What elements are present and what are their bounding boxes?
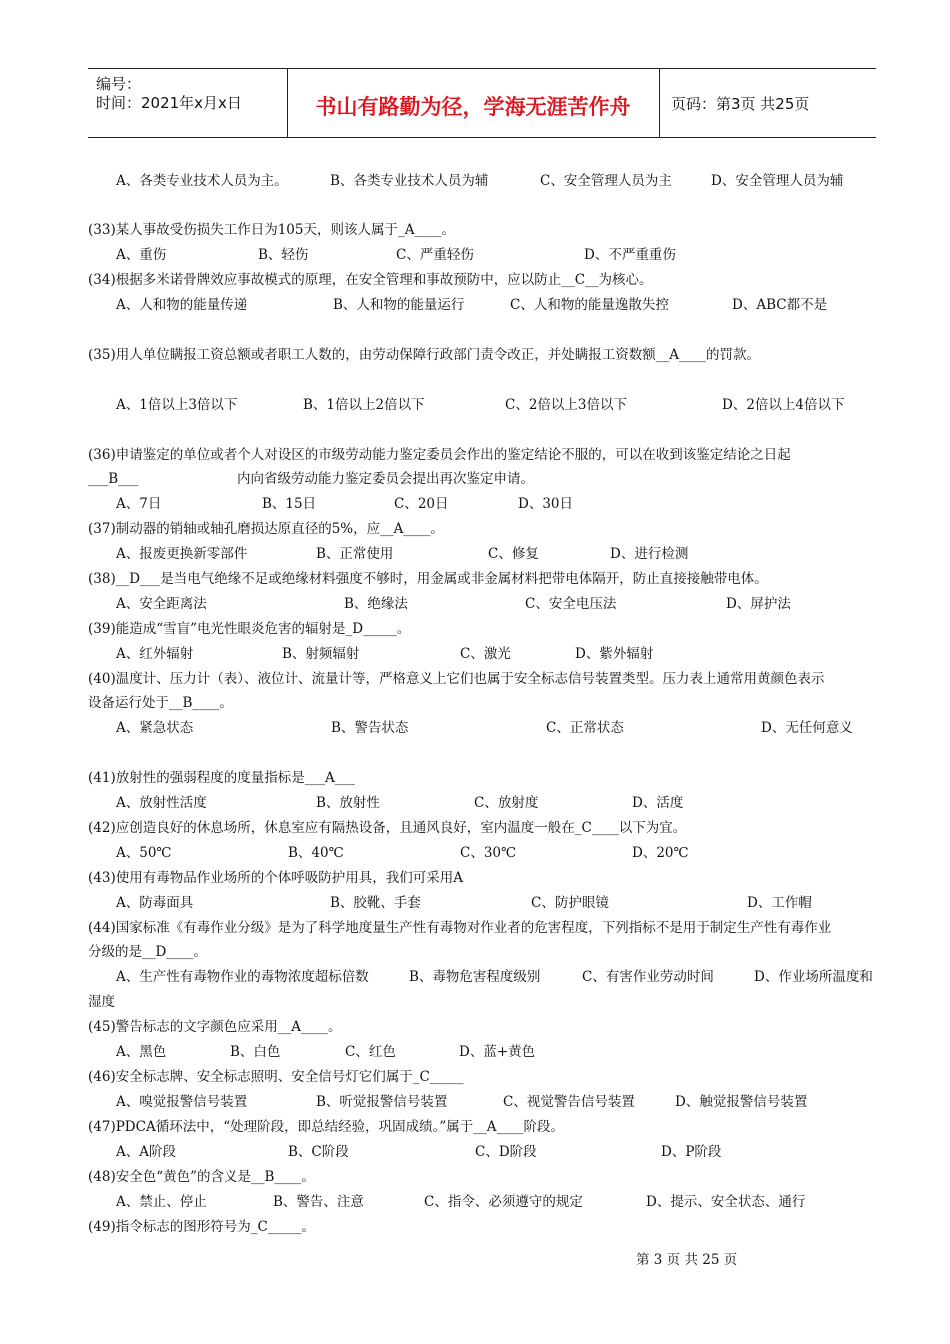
option-a: A、嗅觉报警信号装置 bbox=[116, 1094, 248, 1110]
option-c: C、红色 bbox=[345, 1044, 396, 1060]
option-b: B、射频辐射 bbox=[282, 646, 360, 662]
option-a: A、防毒面具 bbox=[116, 895, 194, 911]
option-d: D、作业场所温度和 bbox=[754, 969, 873, 985]
option-d: D、P阶段 bbox=[661, 1144, 722, 1160]
option-c: C、视觉警告信号装置 bbox=[503, 1094, 635, 1110]
option-a: A、重伤 bbox=[116, 247, 167, 263]
option-b: B、白色 bbox=[230, 1044, 281, 1060]
option-c: C、严重轻伤 bbox=[396, 247, 474, 263]
question-34: (34)根据多米诺骨牌效应事故模式的原理，在安全管理和事故预防中，应以防止__C__为核心。 bbox=[88, 272, 653, 288]
header-motto: 书山有路勤为径，学海无涯苦作舟 bbox=[315, 95, 631, 119]
option-d: D、无任何意义 bbox=[761, 720, 853, 736]
option-a: A、报废更换新零部件 bbox=[116, 546, 248, 562]
question-35: (35)用人单位瞒报工资总额或者职工人数的，由劳动保障行政部门责令改正，并处瞒报工资数额__A____的罚款。 bbox=[88, 347, 760, 363]
option-d: D、进行检测 bbox=[610, 546, 689, 562]
question-36-continued: 内向省级劳动能力鉴定委员会提出再次鉴定申请。 bbox=[237, 471, 534, 487]
option-c: C、激光 bbox=[460, 646, 511, 662]
option-c: C、D阶段 bbox=[475, 1144, 537, 1160]
question-39: (39)能造成“雪盲”电光性眼炎危害的辐射是_D_____。 bbox=[88, 621, 411, 637]
option-a: A、人和物的能量传递 bbox=[116, 297, 248, 313]
option-a: A、50℃ bbox=[116, 845, 172, 861]
question-36-blank: ___B___ bbox=[88, 471, 139, 487]
option-b: B、1倍以上2倍以下 bbox=[303, 397, 425, 413]
option-b: B、各类专业技术人员为辅 bbox=[330, 173, 489, 189]
question-49: (49)指令标志的图形符号为_C_____。 bbox=[88, 1219, 316, 1235]
question-36: (36)申请鉴定的单位或者个人对设区的市级劳动能力鉴定委员会作出的鉴定结论不服的，可以在收到该鉴定结论之日起 bbox=[88, 447, 791, 463]
option-d: D、屏护法 bbox=[726, 596, 791, 612]
option-c: C、2倍以上3倍以下 bbox=[505, 397, 628, 413]
option-b: B、毒物危害程度级别 bbox=[409, 969, 541, 985]
option-c: C、安全电压法 bbox=[525, 596, 617, 612]
option-c: C、正常状态 bbox=[546, 720, 624, 736]
question-40: (40)温度计、压力计（表）、液位计、流量计等，严格意义上它们也属于安全标志信号装置类型。压力表上通常用黄颜色表示 bbox=[88, 671, 825, 687]
option-b: B、警告状态 bbox=[331, 720, 409, 736]
option-a: A、A阶段 bbox=[116, 1144, 176, 1160]
option-b: B、放射性 bbox=[316, 795, 380, 811]
option-a: A、1倍以上3倍以下 bbox=[116, 397, 238, 413]
header-page-info: 页码：第3页 共25页 bbox=[671, 95, 810, 113]
option-b: B、胶靴、手套 bbox=[330, 895, 421, 911]
option-d: D、20℃ bbox=[632, 845, 689, 861]
option-d: D、活度 bbox=[632, 795, 684, 811]
question-44: (44)国家标准《有毒作业分级》是为了科学地度量生产性有毒物对作业者的危害程度，下列指标不是用于制定生产性有毒作业 bbox=[88, 920, 832, 936]
option-c: C、20日 bbox=[394, 496, 449, 512]
option-d: D、不严重重伤 bbox=[584, 247, 676, 263]
question-45: (45)警告标志的文字颜色应采用__A____。 bbox=[88, 1019, 342, 1035]
question-47: (47)PDCA循环法中，“处理阶段，即总结经验，巩固成绩。”属于__A____阶段。 bbox=[88, 1119, 564, 1135]
question-43: (43)使用有毒物品作业场所的个体呼吸防护用具，我们可采用A bbox=[88, 870, 463, 886]
option-b: B、人和物的能量运行 bbox=[333, 297, 465, 313]
option-d: D、ABC都不是 bbox=[732, 297, 828, 313]
question-46: (46)安全标志牌、安全标志照明、安全信号灯它们属于_C_____ bbox=[88, 1069, 464, 1085]
option-a: A、紧急状态 bbox=[116, 720, 194, 736]
option-b: B、正常使用 bbox=[316, 546, 394, 562]
option-b: B、警告、注意 bbox=[273, 1194, 364, 1210]
option-c: C、人和物的能量逸散失控 bbox=[510, 297, 669, 313]
option-b: B、听觉报警信号装置 bbox=[316, 1094, 448, 1110]
option-b: B、40℃ bbox=[288, 845, 344, 861]
doc-code-label: 编号： bbox=[96, 75, 142, 93]
option-c: C、放射度 bbox=[474, 795, 539, 811]
option-c: C、安全管理人员为主 bbox=[540, 173, 672, 189]
option-d: D、提示、安全状态、通行 bbox=[646, 1194, 806, 1210]
option-d: D、安全管理人员为辅 bbox=[711, 173, 844, 189]
option-d: D、触觉报警信号装置 bbox=[675, 1094, 808, 1110]
question-33: (33)某人事故受伤损失工作日为105天，则该人属于_A____。 bbox=[88, 222, 455, 238]
page-footer: 第 3 页 共 25 页 bbox=[636, 1252, 738, 1268]
option-d: D、紫外辐射 bbox=[575, 646, 654, 662]
option-a: A、黑色 bbox=[116, 1044, 167, 1060]
doc-time-label: 时间：2021年x月x日 bbox=[96, 94, 242, 112]
question-37: (37)制动器的销轴或轴孔磨损达原直径的5%，应__A____。 bbox=[88, 521, 444, 537]
option-b: B、C阶段 bbox=[288, 1144, 349, 1160]
option-a: A、安全距离法 bbox=[116, 596, 207, 612]
question-41: (41)放射性的强弱程度的度量指标是___A___ bbox=[88, 770, 355, 786]
question-40-continued: 设备运行处于__B____。 bbox=[88, 695, 233, 711]
option-d: D、30日 bbox=[518, 496, 574, 512]
option-c: C、30℃ bbox=[460, 845, 517, 861]
option-c: C、有害作业劳动时间 bbox=[582, 969, 714, 985]
option-a: A、生产性有毒物作业的毒物浓度超标倍数 bbox=[116, 969, 369, 985]
question-42: (42)应创造良好的休息场所，休息室应有隔热设备，且通风良好，室内温度一般在_C____以下为宜。 bbox=[88, 820, 687, 836]
option-d: D、2倍以上4倍以下 bbox=[722, 397, 845, 413]
option-c: C、修复 bbox=[488, 546, 539, 562]
option-d: D、工作帽 bbox=[747, 895, 812, 911]
question-38: (38)__D___是当电气绝缘不足或绝缘材料强度不够时，用金属或非金属材料把带电体隔开，防止直接接触带电体。 bbox=[88, 571, 768, 587]
question-44-continued: 分级的是__D____。 bbox=[88, 944, 207, 960]
option-a: A、红外辐射 bbox=[116, 646, 194, 662]
option-b: B、绝缘法 bbox=[344, 596, 408, 612]
option-c: C、防护眼镜 bbox=[531, 895, 609, 911]
option-a: A、各类专业技术人员为主。 bbox=[116, 173, 288, 189]
option-a: A、禁止、停止 bbox=[116, 1194, 207, 1210]
option-d-wrap: 湿度 bbox=[88, 994, 115, 1010]
option-c: C、指令、必须遵守的规定 bbox=[424, 1194, 583, 1210]
option-a: A、放射性活度 bbox=[116, 795, 207, 811]
option-d: D、蓝+黄色 bbox=[459, 1044, 536, 1060]
option-b: B、轻伤 bbox=[258, 247, 309, 263]
option-a: A、7日 bbox=[116, 496, 162, 512]
question-48: (48)安全色“黄色”的含义是__B____。 bbox=[88, 1169, 315, 1185]
option-b: B、15日 bbox=[262, 496, 317, 512]
